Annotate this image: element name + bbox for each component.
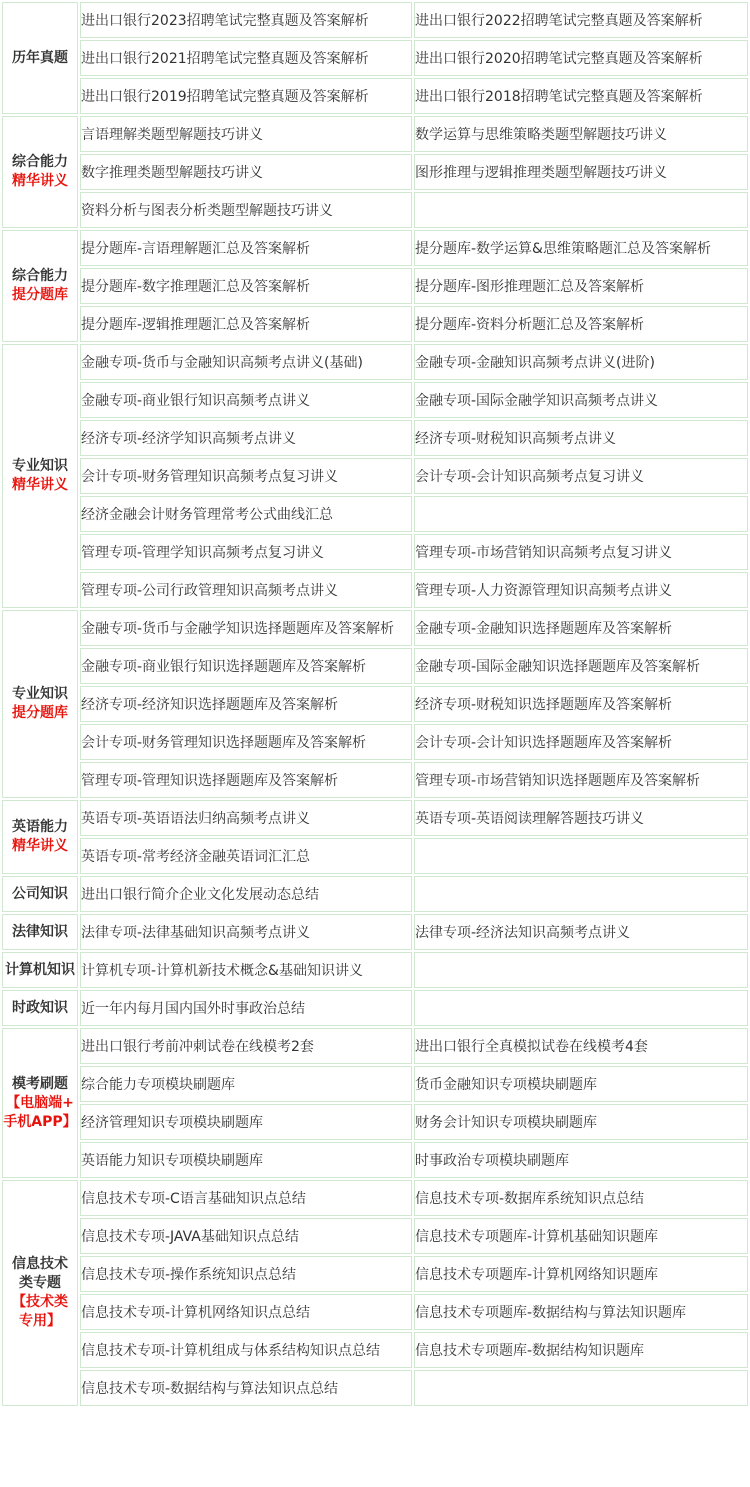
- category-subtitle: 提分题库: [12, 287, 68, 303]
- table-row: [2, 1218, 748, 1254]
- table-row: [2, 382, 748, 418]
- category-title: 公司知识: [12, 885, 68, 902]
- category-title: 时政知识: [12, 999, 68, 1016]
- category-title: 专业知识: [12, 458, 68, 474]
- table-row: [2, 914, 748, 950]
- material-item[interactable]: 英语能力知识专项模块刷题库: [80, 1142, 412, 1178]
- table-row: [2, 154, 748, 190]
- material-item[interactable]: 进出口银行2023招聘笔试完整真题及答案解析: [80, 2, 412, 38]
- material-item[interactable]: 金融专项-货币与金融知识高频考点讲义(基础): [80, 344, 412, 380]
- material-item[interactable]: 经济专项-经济知识选择题题库及答案解析: [80, 686, 412, 722]
- material-item[interactable]: 信息技术专项-计算机网络知识点总结: [80, 1294, 412, 1330]
- material-item[interactable]: 计算机专项-计算机新技术概念&基础知识讲义: [80, 952, 412, 988]
- material-item[interactable]: 会计专项-会计知识高频考点复习讲义: [414, 458, 748, 494]
- material-item[interactable]: 金融专项-商业银行知识选择题题库及答案解析: [80, 648, 412, 684]
- material-item[interactable]: 信息技术专项-数据库系统知识点总结: [414, 1180, 748, 1216]
- material-item[interactable]: 经济专项-经济学知识高频考点讲义: [80, 420, 412, 456]
- material-item[interactable]: 金融专项-金融知识高频考点讲义(进阶): [414, 344, 748, 380]
- table-row: [2, 534, 748, 570]
- material-item[interactable]: 管理专项-市场营销知识高频考点复习讲义: [414, 534, 748, 570]
- material-item[interactable]: 英语专项-常考经济金融英语词汇汇总: [80, 838, 412, 874]
- material-item[interactable]: 进出口银行2022招聘笔试完整真题及答案解析: [414, 2, 748, 38]
- material-item[interactable]: 时事政治专项模块刷题库: [414, 1142, 748, 1178]
- category-subtitle: 【电脑端+: [6, 1094, 74, 1111]
- material-item[interactable]: 提分题库-言语理解题汇总及答案解析: [80, 230, 412, 266]
- table-row: [2, 610, 748, 646]
- material-item[interactable]: 进出口银行2018招聘笔试完整真题及答案解析: [414, 78, 748, 114]
- material-item[interactable]: 数字推理类题型解题技巧讲义: [80, 154, 412, 190]
- table-row: [2, 572, 748, 608]
- material-item[interactable]: 经济专项-财税知识高频考点讲义: [414, 420, 748, 456]
- empty-cell: [414, 192, 748, 228]
- material-item[interactable]: 管理专项-公司行政管理知识高频考点讲义: [80, 572, 412, 608]
- material-item[interactable]: 提分题库-数字推理题汇总及答案解析: [80, 268, 412, 304]
- section-category-label: [2, 230, 78, 342]
- table-row: [2, 458, 748, 494]
- table-row: [2, 1294, 748, 1330]
- section-category-label: [2, 1180, 78, 1406]
- material-item[interactable]: 近一年内每月国内国外时事政治总结: [80, 990, 412, 1026]
- material-item[interactable]: 进出口银行全真模拟试卷在线模考4套: [414, 1028, 748, 1064]
- empty-cell: [414, 496, 748, 532]
- category-subtitle: 精华讲义: [12, 838, 68, 854]
- material-item[interactable]: 言语理解类题型解题技巧讲义: [80, 116, 412, 152]
- section-category-label: [2, 914, 78, 950]
- table-row: [2, 306, 748, 342]
- material-item[interactable]: 资料分析与图表分析类题型解题技巧讲义: [80, 192, 412, 228]
- table-row: [2, 496, 748, 532]
- section-category-label: [2, 610, 78, 798]
- table-row: [2, 876, 748, 912]
- table-row: [2, 990, 748, 1026]
- material-item[interactable]: 金融专项-金融知识选择题题库及答案解析: [414, 610, 748, 646]
- table-row: [2, 230, 748, 266]
- table-row: [2, 1180, 748, 1216]
- material-item[interactable]: 英语专项-英语语法归纳高频考点讲义: [80, 800, 412, 836]
- material-item[interactable]: 会计专项-财务管理知识高频考点复习讲义: [80, 458, 412, 494]
- material-item[interactable]: 进出口银行2020招聘笔试完整真题及答案解析: [414, 40, 748, 76]
- table-row: [2, 952, 748, 988]
- material-item[interactable]: 金融专项-货币与金融学知识选择题题库及答案解析: [80, 610, 412, 646]
- table-row: [2, 268, 748, 304]
- table-row: [2, 78, 748, 114]
- table-row: [2, 1028, 748, 1064]
- material-item[interactable]: 信息技术专项-数据结构与算法知识点总结: [80, 1370, 412, 1406]
- material-item[interactable]: 进出口银行2019招聘笔试完整真题及答案解析: [80, 78, 412, 114]
- table-row: [2, 648, 748, 684]
- category-subtitle: 专用】: [19, 1313, 61, 1329]
- table-row: [2, 1142, 748, 1178]
- material-item[interactable]: 信息技术专项题库-数据结构知识题库: [414, 1332, 748, 1368]
- materials-table-body: [2, 2, 748, 1406]
- section-category-label: [2, 800, 78, 874]
- empty-cell: [414, 838, 748, 874]
- material-item[interactable]: 经济专项-财税知识选择题题库及答案解析: [414, 686, 748, 722]
- material-item[interactable]: 提分题库-资料分析题汇总及答案解析: [414, 306, 748, 342]
- material-item[interactable]: 图形推理与逻辑推理类题型解题技巧讲义: [414, 154, 748, 190]
- category-subtitle: 提分题库: [12, 705, 68, 721]
- empty-cell: [414, 990, 748, 1026]
- empty-cell: [414, 952, 748, 988]
- material-item[interactable]: 数学运算与思维策略类题型解题技巧讲义: [414, 116, 748, 152]
- table-row: [2, 762, 748, 798]
- category-subtitle: 手机APP】: [3, 1113, 77, 1130]
- material-item[interactable]: 会计专项-会计知识选择题题库及答案解析: [414, 724, 748, 760]
- material-item[interactable]: 进出口银行2021招聘笔试完整真题及答案解析: [80, 40, 412, 76]
- category-title: 综合能力: [12, 268, 68, 284]
- section-category-label: [2, 1028, 78, 1178]
- material-item[interactable]: 法律专项-经济法知识高频考点讲义: [414, 914, 748, 950]
- material-item[interactable]: 提分题库-数学运算&思维策略题汇总及答案解析: [414, 230, 748, 266]
- table-row: [2, 344, 748, 380]
- material-item[interactable]: 经济管理知识专项模块刷题库: [80, 1104, 412, 1140]
- section-category-label: [2, 344, 78, 608]
- material-item[interactable]: 货币金融知识专项模块刷题库: [414, 1066, 748, 1102]
- section-category-label: [2, 2, 78, 114]
- material-item[interactable]: 金融专项-商业银行知识高频考点讲义: [80, 382, 412, 418]
- section-category-label: [2, 990, 78, 1026]
- material-item[interactable]: 管理专项-市场营销知识选择题题库及答案解析: [414, 762, 748, 798]
- table-row: [2, 1256, 748, 1292]
- material-item[interactable]: 信息技术专项-C语言基础知识点总结: [80, 1180, 412, 1216]
- material-item[interactable]: 信息技术专项-操作系统知识点总结: [80, 1256, 412, 1292]
- table-row: [2, 1066, 748, 1102]
- category-title: 类专题: [19, 1275, 61, 1291]
- table-row: [2, 1332, 748, 1368]
- material-item[interactable]: 信息技术专项-计算机组成与体系结构知识点总结: [80, 1332, 412, 1368]
- table-row: [2, 724, 748, 760]
- material-item[interactable]: 信息技术专项题库-计算机基础知识题库: [414, 1218, 748, 1254]
- category-title: 法律知识: [12, 923, 68, 940]
- material-item[interactable]: 经济金融会计财务管理常考公式曲线汇总: [80, 496, 412, 532]
- category-title: 信息技术: [12, 1256, 68, 1272]
- material-item[interactable]: 进出口银行考前冲刺试卷在线模考2套: [80, 1028, 412, 1064]
- table-row: [2, 686, 748, 722]
- section-category-label: [2, 952, 78, 988]
- section-category-label: [2, 116, 78, 228]
- table-row: [2, 800, 748, 836]
- material-item[interactable]: 进出口银行简介企业文化发展动态总结: [80, 876, 412, 912]
- table-row: [2, 2, 748, 38]
- material-item[interactable]: 管理专项-管理知识选择题题库及答案解析: [80, 762, 412, 798]
- table-row: [2, 838, 748, 874]
- material-item[interactable]: 综合能力专项模块刷题库: [80, 1066, 412, 1102]
- category-title: 综合能力: [12, 154, 68, 170]
- material-item[interactable]: 会计专项-财务管理知识选择题题库及答案解析: [80, 724, 412, 760]
- material-item[interactable]: 财务会计知识专项模块刷题库: [414, 1104, 748, 1140]
- category-subtitle: 精华讲义: [12, 477, 68, 493]
- table-row: [2, 116, 748, 152]
- table-row: [2, 40, 748, 76]
- table-row: [2, 1104, 748, 1140]
- table-row: [2, 420, 748, 456]
- empty-cell: [414, 1370, 748, 1406]
- material-item[interactable]: 英语专项-英语阅读理解答题技巧讲义: [414, 800, 748, 836]
- category-subtitle: 精华讲义: [12, 173, 68, 189]
- table-row: [2, 192, 748, 228]
- category-subtitle: 【技术类: [12, 1294, 68, 1310]
- category-title: 计算机知识: [5, 961, 75, 978]
- material-item[interactable]: 管理专项-管理学知识高频考点复习讲义: [80, 534, 412, 570]
- material-item[interactable]: 信息技术专项题库-数据结构与算法知识题库: [414, 1294, 748, 1330]
- section-category-label: [2, 876, 78, 912]
- table-row: [2, 1370, 748, 1406]
- material-item[interactable]: 信息技术专项题库-计算机网络知识题库: [414, 1256, 748, 1292]
- category-title: 模考刷题: [12, 1075, 68, 1092]
- category-title: 历年真题: [12, 49, 68, 66]
- material-item[interactable]: 信息技术专项-JAVA基础知识点总结: [80, 1218, 412, 1254]
- category-title: 专业知识: [12, 686, 68, 702]
- material-item[interactable]: 提分题库-图形推理题汇总及答案解析: [414, 268, 748, 304]
- material-item[interactable]: 管理专项-人力资源管理知识高频考点讲义: [414, 572, 748, 608]
- material-item[interactable]: 金融专项-国际金融学知识高频考点讲义: [414, 382, 748, 418]
- material-item[interactable]: 提分题库-逻辑推理题汇总及答案解析: [80, 306, 412, 342]
- category-title: 英语能力: [12, 819, 68, 835]
- material-item[interactable]: 法律专项-法律基础知识高频考点讲义: [80, 914, 412, 950]
- material-item[interactable]: 金融专项-国际金融知识选择题题库及答案解析: [414, 648, 748, 684]
- empty-cell: [414, 876, 748, 912]
